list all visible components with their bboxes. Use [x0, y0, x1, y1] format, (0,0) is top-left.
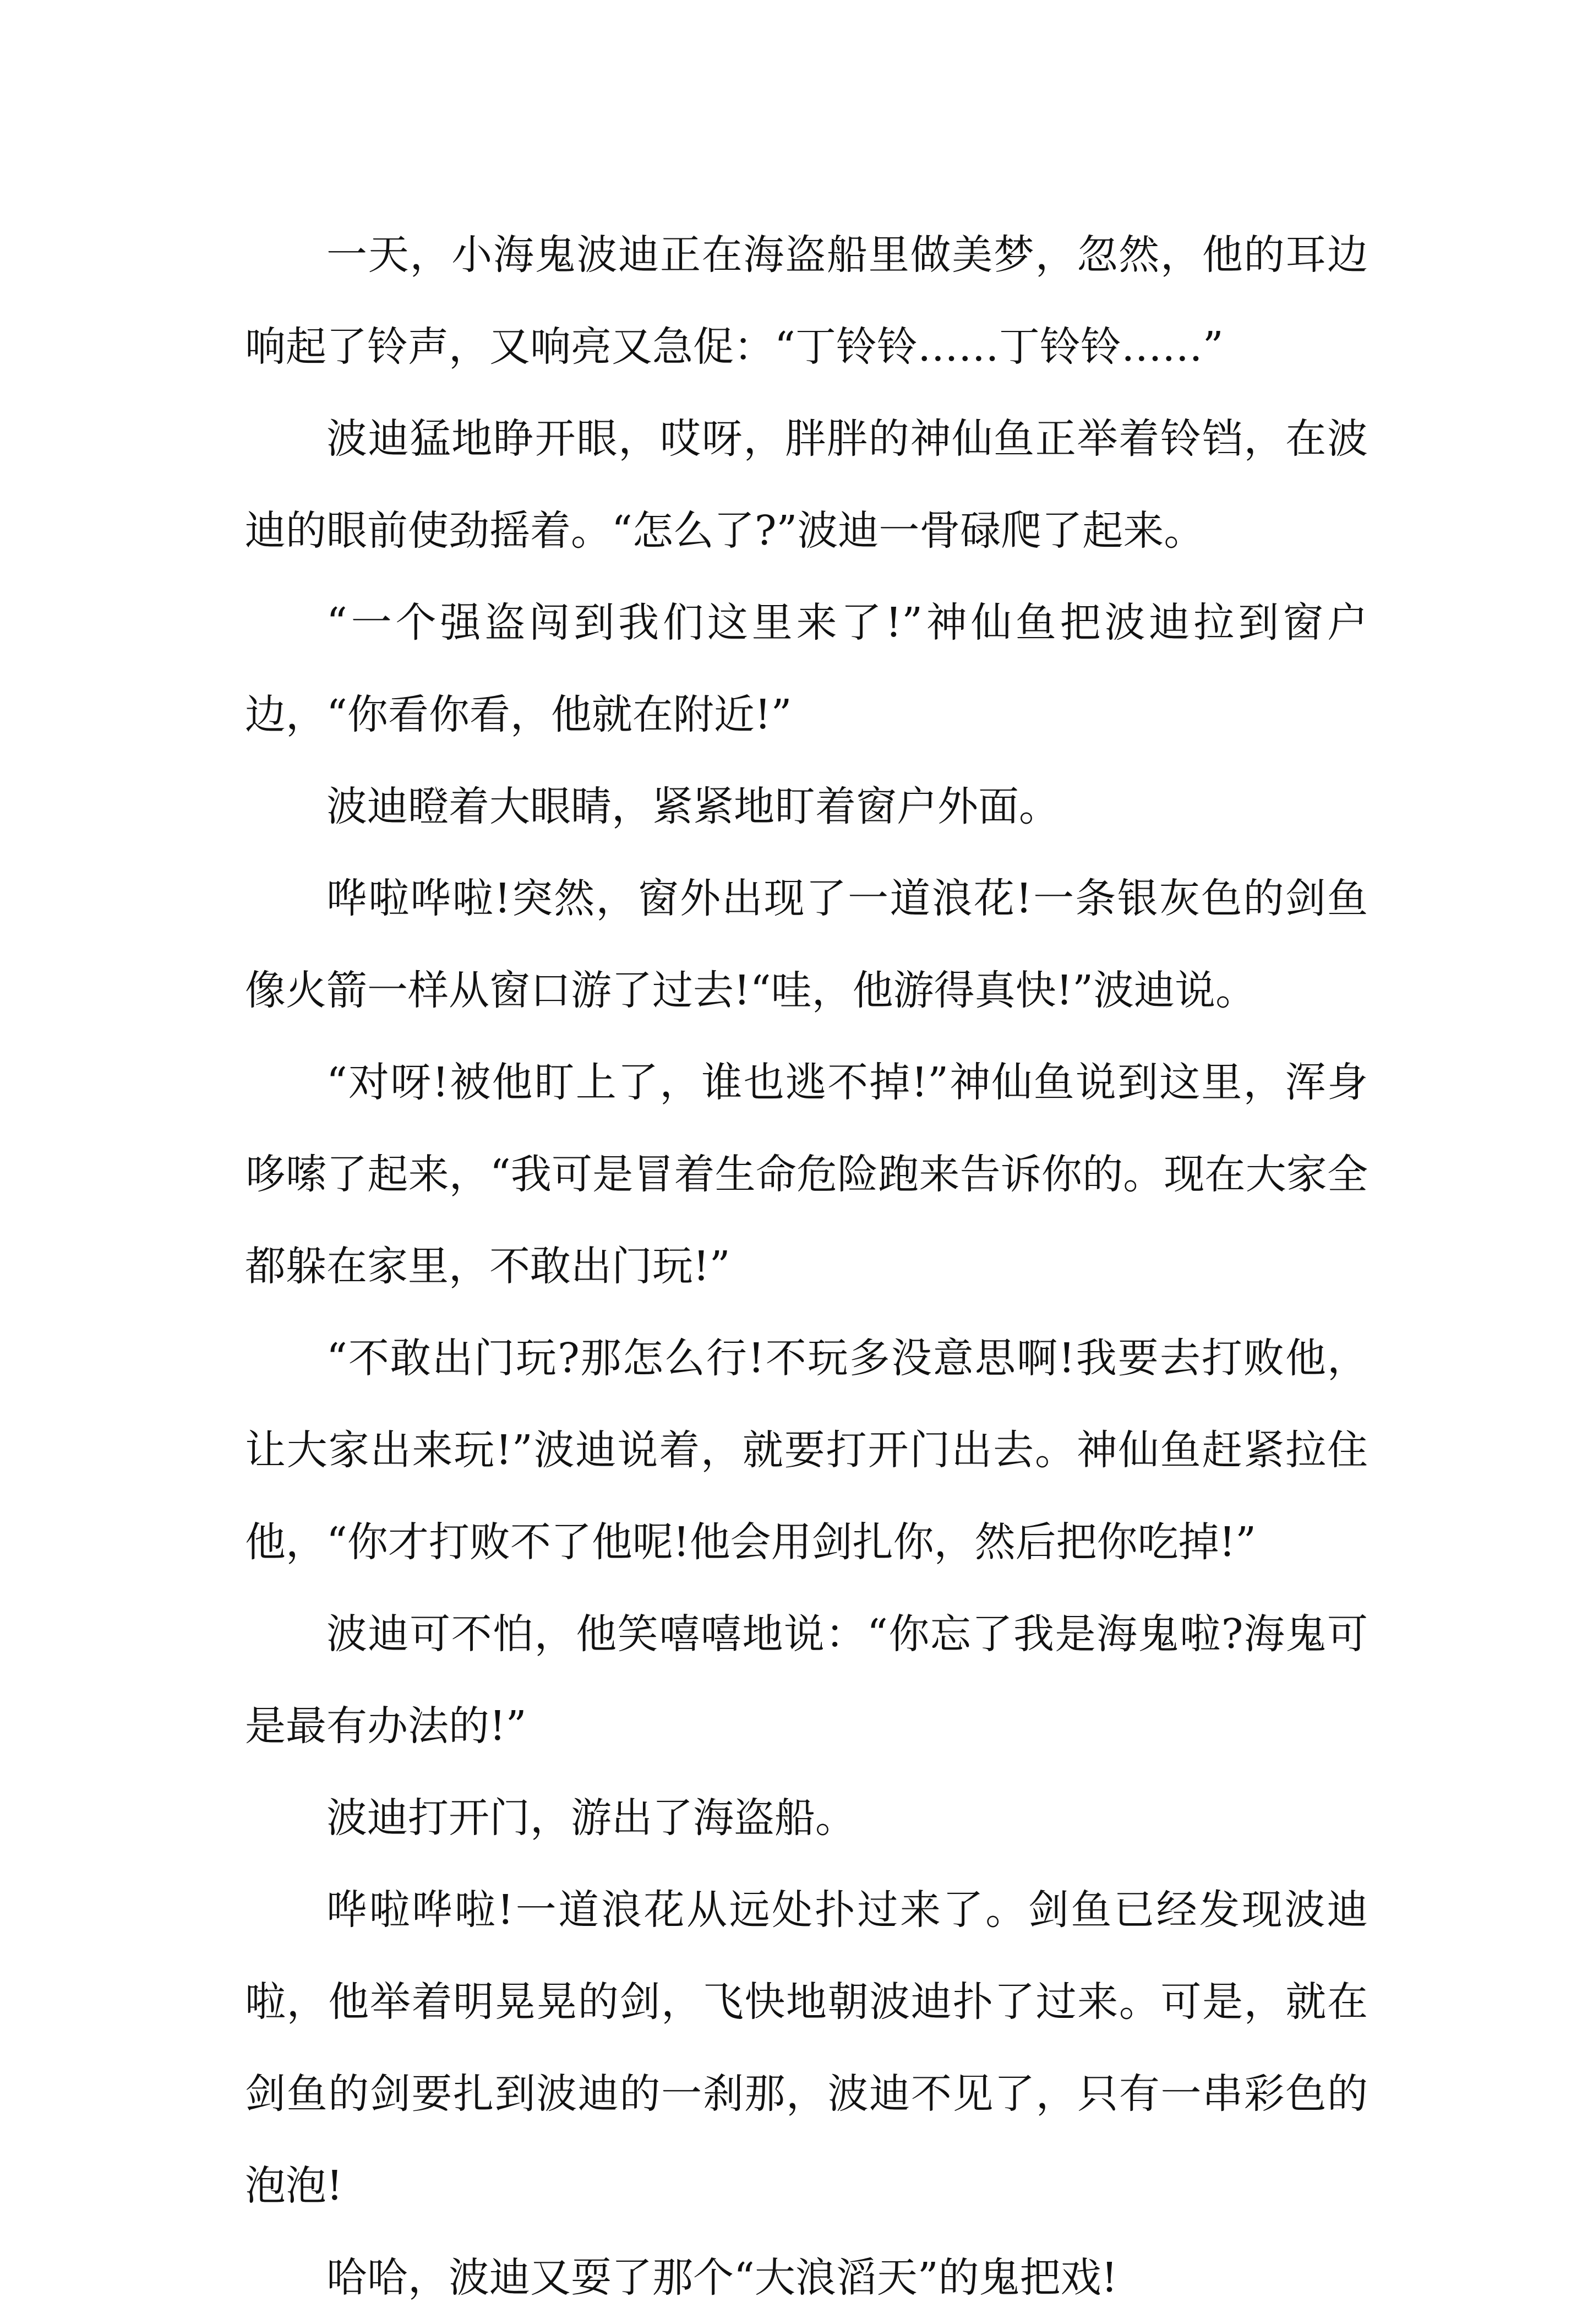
paragraph-11: 哈哈，波迪又耍了那个“大浪滔天”的鬼把戏! — [326, 2254, 1118, 2301]
paragraph-5: 哗啦哗啦!突然，窗外出现了一道浪花!一条银灰色的剑鱼像火箭一样从窗口游了过去!“哇，他游得真快!”波迪说。 — [245, 875, 1368, 1014]
story-text — [245, 209, 1368, 2324]
paragraph-4: 波迪瞪着大眼睛，紧紧地盯着窗户外面。 — [326, 783, 1060, 830]
paragraph-3: “一个强盗闯到我们这里来了!”神仙鱼把波迪拉到窗户边，“你看你看，他就在附近!” — [245, 599, 1368, 738]
paragraph-10: 哗啦哗啦!一道浪花从远处扑过来了。剑鱼已经发现波迪啦，他举着明晃晃的剑，飞快地朝波迪扑了过来。可是，就在剑鱼的剑要扎到波迪的一刹那，波迪不见了，只有一串彩色的泡泡! — [245, 1886, 1368, 2209]
paragraph-8: 波迪可不怕，他笑嘻嘻地说：“你忘了我是海鬼啦?海鬼可是最有办法的!” — [245, 1610, 1368, 1750]
paragraph-1: 一天，小海鬼波迪正在海盗船里做美梦，忽然，他的耳边响起了铃声，又响亮又急促：“丁铃铃……丁铃铃……” — [245, 231, 1368, 371]
paragraph-9: 波迪打开门，游出了海盗船。 — [326, 1794, 856, 1842]
paragraph-7: “不敢出门玩?那怎么行!不玩多没意思啊!我要去打败他，让大家出来玩!”波迪说着，就要打开门出去。神仙鱼赶紧拉住他，“你才打败不了他呢!他会用剑扎你，然后把你吃掉!” — [245, 1335, 1368, 1566]
paragraph-6: “对呀!被他盯上了，谁也逃不掉!”神仙鱼说到这里，浑身哆嗦了起来，“我可是冒着生命危险跑来告诉你的。现在大家全都躲在家里，不敢出门玩!” — [245, 1059, 1368, 1290]
paragraph-2: 波迪猛地睁开眼，哎呀，胖胖的神仙鱼正举着铃铛，在波迪的眼前使劲摇着。“怎么了?”波迪一骨碌爬了起来。 — [245, 415, 1368, 554]
